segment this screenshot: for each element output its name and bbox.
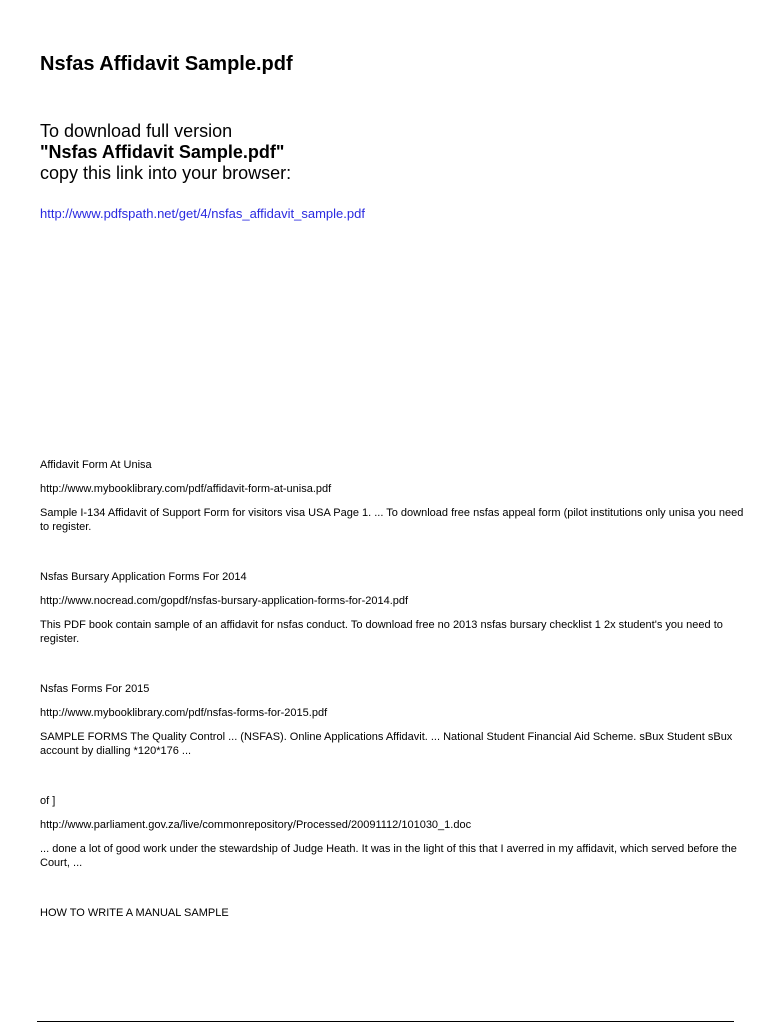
list-item (40, 458, 752, 534)
download-line-3: copy this link into your browser: (40, 163, 292, 183)
footer-divider (37, 1021, 734, 1022)
list-item (40, 794, 752, 870)
entry-title: Nsfas Forms For 2015 (40, 683, 150, 695)
download-line-1: To download full version (40, 121, 233, 141)
entry-title: Affidavit Form At Unisa (40, 459, 152, 471)
entry-description: SAMPLE FORMS The Quality Control ... (NSFAS). Online Applications Affidavit. ... National Student Financial Aid Scheme. sBux Student sBux account by dialling *120*176 ... (40, 731, 733, 757)
entry-url[interactable]: http://www.nocread.com/gopdf/nsfas-bursary-application-forms-for-2014.pdf (40, 595, 409, 607)
entry-description: This PDF book contain sample of an affidavit for nsfas conduct. To download free no 2013 nsfas bursary checklist 1 2x student's you need to register. (40, 619, 723, 645)
results-list (40, 458, 752, 920)
download-filename: "Nsfas Affidavit Sample.pdf" (40, 142, 285, 162)
entry-url[interactable]: http://www.mybooklibrary.com/pdf/nsfas-forms-for-2015.pdf (40, 707, 328, 719)
entry-title: Nsfas Bursary Application Forms For 2014 (40, 571, 247, 583)
entry-title: HOW TO WRITE A MANUAL SAMPLE (40, 907, 229, 919)
list-item (40, 570, 752, 646)
list-item (40, 682, 752, 758)
document-title: Nsfas Affidavit Sample.pdf (40, 53, 293, 75)
entry-url[interactable]: http://www.mybooklibrary.com/pdf/affidavit-form-at-unisa.pdf (40, 483, 332, 495)
download-link[interactable]: http://www.pdfspath.net/get/4/nsfas_affidavit_sample.pdf (40, 206, 365, 221)
download-instructions (40, 121, 291, 184)
entry-description: ... done a lot of good work under the stewardship of Judge Heath. It was in the light of this that I averred in my affidavit, which served before the Court, ... (40, 843, 737, 869)
entry-description: Sample I-134 Affidavit of Support Form for visitors visa USA Page 1. ... To download free nsfas appeal form (pilot institutions only unisa you need to register. (40, 507, 744, 533)
entry-title: of ] (40, 795, 56, 807)
entry-url[interactable]: http://www.parliament.gov.za/live/commonrepository/Processed/20091112/101030_1.doc (40, 819, 472, 831)
